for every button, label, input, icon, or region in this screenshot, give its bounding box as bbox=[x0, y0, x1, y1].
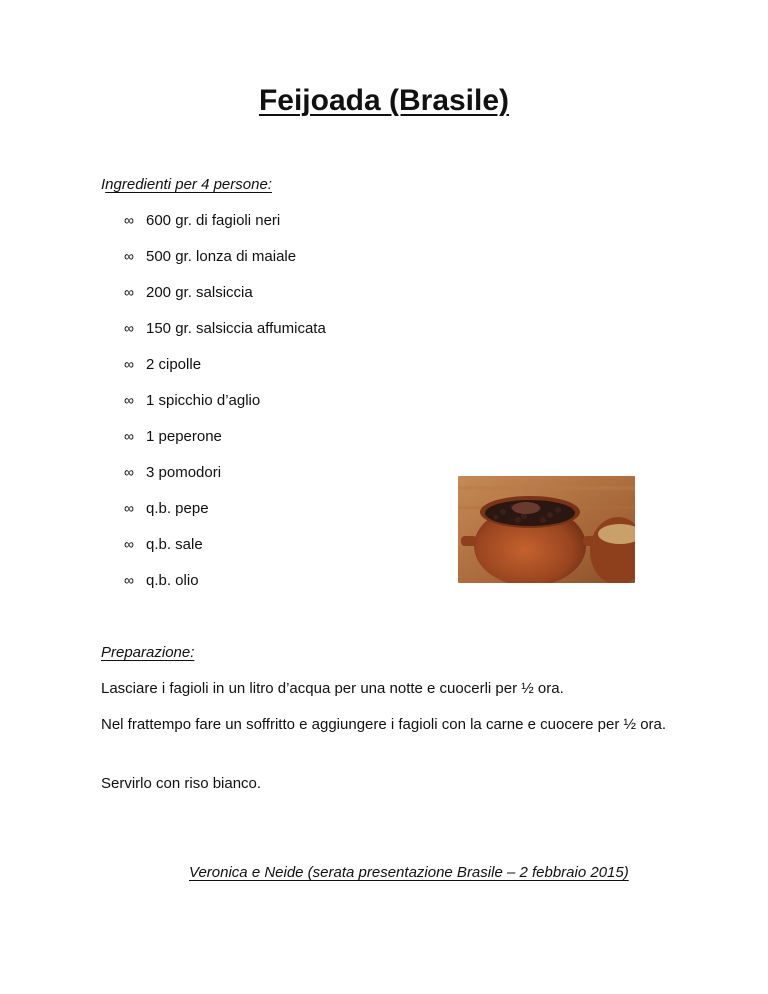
preparation-step-2: Nel frattempo fare un soffritto e aggiungere i fagioli con la carne e cuocere per ½ ora. bbox=[101, 716, 667, 733]
list-item bbox=[124, 320, 326, 356]
infinity-bullet-icon: ∞ bbox=[124, 356, 134, 372]
infinity-bullet-icon: ∞ bbox=[124, 572, 134, 588]
list-item bbox=[124, 284, 326, 320]
infinity-bullet-icon: ∞ bbox=[124, 428, 134, 444]
list-item bbox=[124, 536, 326, 572]
ingredients-header-text: ngredienti per 4 persone: bbox=[105, 176, 272, 193]
feijoada-pot-photo-icon bbox=[458, 476, 635, 583]
ingredient-text: q.b. sale bbox=[146, 536, 203, 553]
preparation-step-1: Lasciare i fagioli in un litro d’acqua per una notte e cuocerli per ½ ora. bbox=[101, 680, 564, 697]
infinity-bullet-icon: ∞ bbox=[124, 284, 134, 300]
ingredients-header-initial: I bbox=[101, 176, 106, 193]
ingredient-text: 3 pomodori bbox=[146, 464, 222, 481]
list-item bbox=[124, 572, 326, 608]
ingredient-text: 150 gr. salsiccia affumicata bbox=[146, 320, 326, 337]
recipe-title: Feijoada (Brasile) bbox=[258, 84, 510, 117]
infinity-bullet-icon: ∞ bbox=[124, 212, 134, 228]
signature: Veronica e Neide (serata presentazione Brasile – 2 febbraio 2015) bbox=[189, 864, 629, 881]
infinity-bullet-icon: ∞ bbox=[124, 500, 134, 516]
ingredient-text: 1 spicchio d’aglio bbox=[146, 392, 261, 409]
list-item bbox=[124, 248, 326, 284]
ingredient-text: 2 cipolle bbox=[146, 356, 202, 373]
preparation-header: Preparazione: bbox=[101, 644, 195, 661]
ingredient-text: 200 gr. salsiccia bbox=[146, 284, 253, 301]
ingredients-header bbox=[101, 176, 272, 193]
list-item bbox=[124, 356, 326, 392]
list-item bbox=[124, 428, 326, 464]
ingredient-text: 1 peperone bbox=[146, 428, 222, 445]
ingredient-text: 600 gr. di fagioli neri bbox=[146, 212, 281, 229]
infinity-bullet-icon: ∞ bbox=[124, 392, 134, 408]
ingredient-text: 500 gr. lonza di maiale bbox=[146, 248, 297, 265]
list-item bbox=[124, 212, 326, 248]
infinity-bullet-icon: ∞ bbox=[124, 464, 134, 480]
infinity-bullet-icon: ∞ bbox=[124, 320, 134, 336]
list-item bbox=[124, 500, 326, 536]
ingredient-text: q.b. olio bbox=[146, 572, 199, 589]
ingredients-list bbox=[124, 212, 326, 608]
list-item bbox=[124, 464, 326, 500]
infinity-bullet-icon: ∞ bbox=[124, 248, 134, 264]
list-item bbox=[124, 392, 326, 428]
feijoada-photo bbox=[458, 476, 635, 583]
infinity-bullet-icon: ∞ bbox=[124, 536, 134, 552]
preparation-step-3: Servirlo con riso bianco. bbox=[101, 775, 262, 792]
ingredient-text: q.b. pepe bbox=[146, 500, 209, 517]
